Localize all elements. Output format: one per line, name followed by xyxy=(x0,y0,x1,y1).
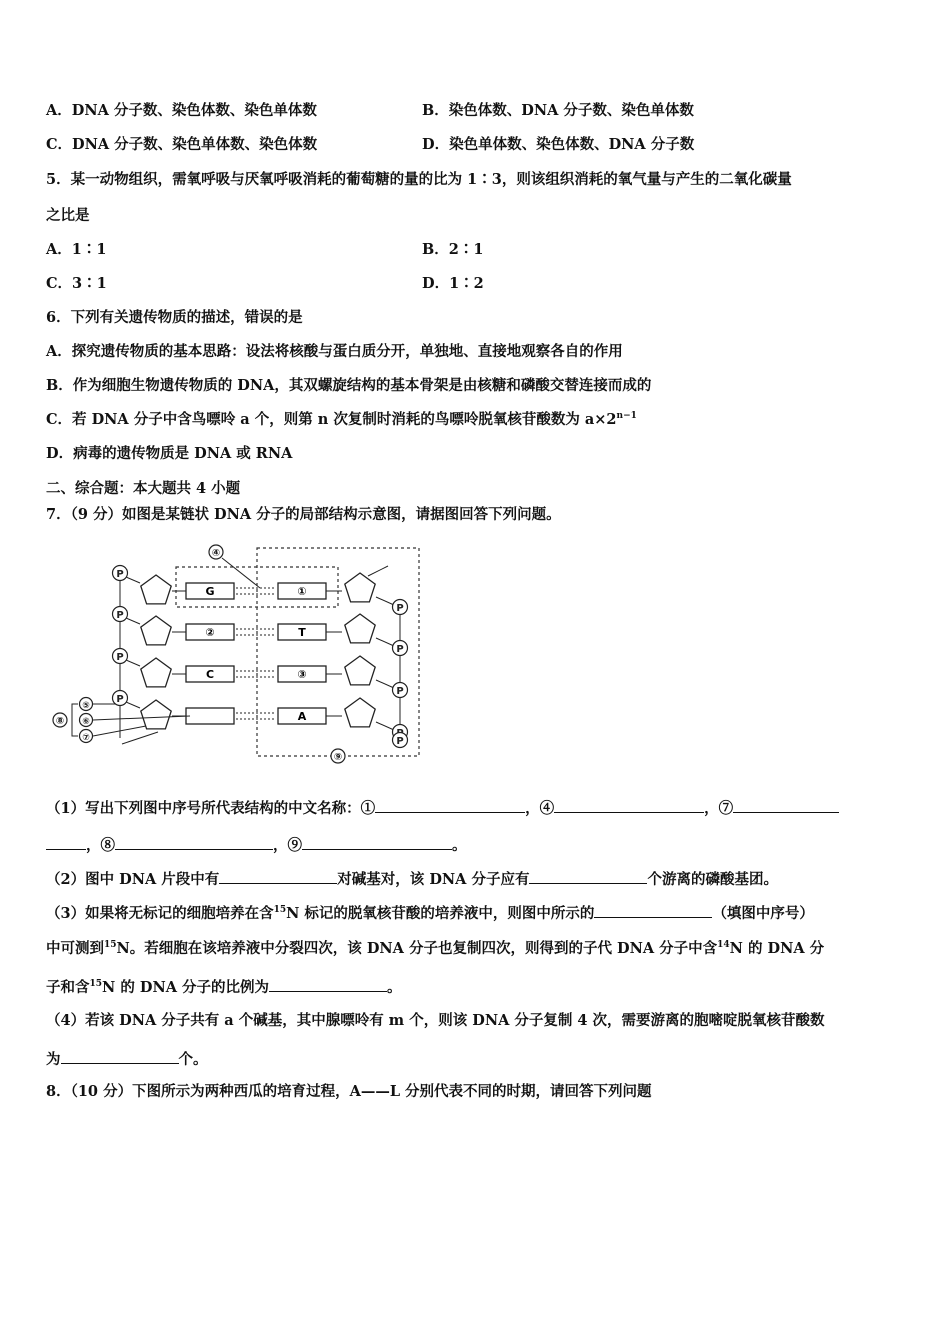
right-deoxyribose-1 xyxy=(345,573,375,602)
answer-blank-9[interactable] xyxy=(302,834,452,850)
q7-part1-line2: ，⑧ ，⑨ 。 xyxy=(46,834,467,856)
q6-option-b: B．作为细胞生物遗传物质的 DNA，其双螺旋结构的基本骨架是由核糖和磷酸交替连接而成的 xyxy=(46,377,652,394)
right-base-label-2: T xyxy=(298,626,306,639)
left-deoxyribose-3 xyxy=(141,658,171,687)
q4-option-b: B．染色体数、DNA 分子数、染色单体数 xyxy=(422,102,694,119)
q7-part2: （2）图中 DNA 片段中有 对碱基对，该 DNA 分子应有 个游离的磷酸基团。 xyxy=(46,868,778,890)
q5-option-b: B．2∶1 xyxy=(422,241,484,258)
q6-stem: 6．下列有关遗传物质的描述，错误的是 xyxy=(46,309,303,326)
q6-option-c-exponent: n−1 xyxy=(616,411,637,421)
left-deoxyribose-1 xyxy=(141,575,171,604)
q5-stem-line-2: 之比是 xyxy=(46,207,90,224)
q5-option-a: A．1∶1 xyxy=(46,241,107,258)
left-base-label-1: G xyxy=(205,585,215,598)
left-base-label-3: C xyxy=(205,668,215,681)
answer-blank-base-pairs[interactable] xyxy=(219,868,337,884)
q7-part1-line1: （1）写出下列图中序号所代表结构的中文名称：① ，④ ，⑦ xyxy=(46,797,839,819)
q5-option-row-2 xyxy=(46,274,484,294)
answer-blank-ratio[interactable] xyxy=(269,976,387,992)
answer-blank-4[interactable] xyxy=(554,797,704,813)
right-deoxyribose-4 xyxy=(345,698,375,727)
callout-9: ⑨ xyxy=(333,752,343,763)
callout-6-pointer xyxy=(93,716,190,720)
q7-part3-line2: 中可测到$^{15}$N。若细胞在该培养液中分裂四次，该 DNA 分子也复制四次，则得到的子代 DNA 分子中含$^{14}$N 的 DNA 分 xyxy=(46,940,825,957)
right-phosphate-1: P xyxy=(396,603,404,614)
q6-option-c xyxy=(46,410,637,430)
right-deoxyribose-2 xyxy=(345,614,375,643)
q8-stem: 8．（10 分）下图所示为两种西瓜的培育过程，A——L 分别代表不同的时期，请回答下列问题 xyxy=(46,1083,652,1100)
right-strand-tail xyxy=(368,566,388,576)
q7-part3-line1: （3）如果将无标记的细胞培养在含$^{15}$N 标记的脱氧核苷酸的培养液中，则图中所示的 （填图中序号） xyxy=(46,902,814,924)
q4-option-a: A．DNA 分子数、染色体数、染色单体数 xyxy=(46,102,317,119)
left-base-box-4 xyxy=(186,708,234,724)
answer-blank-8[interactable] xyxy=(115,834,273,850)
q5-option-row-1 xyxy=(46,240,484,260)
left-phosphate-bond-3 xyxy=(126,660,140,666)
right-phosphate-bond-3 xyxy=(376,680,394,688)
q5-option-d: D．1∶2 xyxy=(422,275,484,292)
callout-6: ⑥ xyxy=(82,717,90,727)
right-phosphate-bond-4 xyxy=(376,722,394,730)
right-phosphate-5: P xyxy=(396,736,404,747)
q7-stem: 7．（9 分）如图是某链状 DNA 分子的局部结构示意图，请据图回答下列问题。 xyxy=(46,506,561,523)
right-base-label-4: A xyxy=(297,710,307,723)
answer-blank-7a[interactable] xyxy=(733,797,839,813)
answer-blank-position[interactable] xyxy=(594,902,712,918)
callout-4: ④ xyxy=(211,548,221,559)
q7-part3-line3: 子和含$^{15}$N 的 DNA 分子的比例为 。 xyxy=(46,976,402,998)
q7-part4-line1: （4）若该 DNA 分子共有 a 个碱基，其中腺嘌呤有 m 个，则该 DNA 分子复制 4 次，需要游离的胞嘧啶脱氧核苷酸数 xyxy=(46,1012,825,1029)
callout-8: ⑧ xyxy=(55,716,65,727)
q6-option-c-text: C．若 DNA 分子中含鸟嘌呤 a 个，则第 n 次复制时消耗的鸟嘌呤脱氧核苷酸数为 a×2 xyxy=(46,411,617,428)
left-phosphate-4: P xyxy=(116,694,124,705)
q5-stem-line-1: 5．某一动物组织，需氧呼吸与厌氧呼吸消耗的葡萄糖的量的比为 1∶3，则该组织消耗的氧气量与产生的二氧化碳量 xyxy=(46,171,792,188)
left-phosphate-bond-4 xyxy=(126,702,140,708)
q5-option-c: C．3∶1 xyxy=(46,275,107,292)
answer-blank-phosphate[interactable] xyxy=(529,868,647,884)
section-heading: 二、综合题：本大题共 4 小题 xyxy=(46,480,241,497)
q6-option-d: D．病毒的遗传物质是 DNA 或 RNA xyxy=(46,445,293,462)
left-deoxyribose-2 xyxy=(141,616,171,645)
callout-8-bracket xyxy=(72,704,78,736)
q4-option-d: D．染色单体数、染色体数、DNA 分子数 xyxy=(422,136,695,153)
right-base-label-1: ① xyxy=(297,585,307,598)
callout-7: ⑦ xyxy=(82,733,90,743)
callout-7-extra-line xyxy=(122,732,158,744)
left-phosphate-2: P xyxy=(116,610,124,621)
left-phosphate-bond-1 xyxy=(126,577,140,583)
right-phosphate-3: P xyxy=(396,686,404,697)
left-phosphate-bond-2 xyxy=(126,618,140,624)
q7-part4-line2: 为 个。 xyxy=(46,1048,208,1070)
q6-option-a: A．探究遗传物质的基本思路：设法将核酸与蛋白质分开，单独地、直接地观察各自的作用 xyxy=(46,343,623,360)
right-phosphate-bond-1 xyxy=(376,597,394,605)
left-phosphate-3: P xyxy=(116,652,124,663)
q4-option-row-1 xyxy=(46,101,694,121)
callout-5: ⑤ xyxy=(82,701,90,711)
right-base-label-3: ③ xyxy=(297,668,307,681)
q4-option-c: C．DNA 分子数、染色单体数、染色体数 xyxy=(46,136,318,153)
q4-option-row-2 xyxy=(46,135,695,155)
left-base-label-2: ② xyxy=(205,626,215,639)
answer-blank-7b[interactable] xyxy=(46,834,86,850)
left-deoxyribose-4 xyxy=(141,700,171,729)
right-deoxyribose-3 xyxy=(345,656,375,685)
right-phosphate-bond-2 xyxy=(376,638,394,646)
dna-structure-diagram xyxy=(50,538,440,768)
answer-blank-1[interactable] xyxy=(375,797,525,813)
right-phosphate-2: P xyxy=(396,644,404,655)
answer-blank-cytosine[interactable] xyxy=(61,1048,179,1064)
left-phosphate-1: P xyxy=(116,569,124,580)
